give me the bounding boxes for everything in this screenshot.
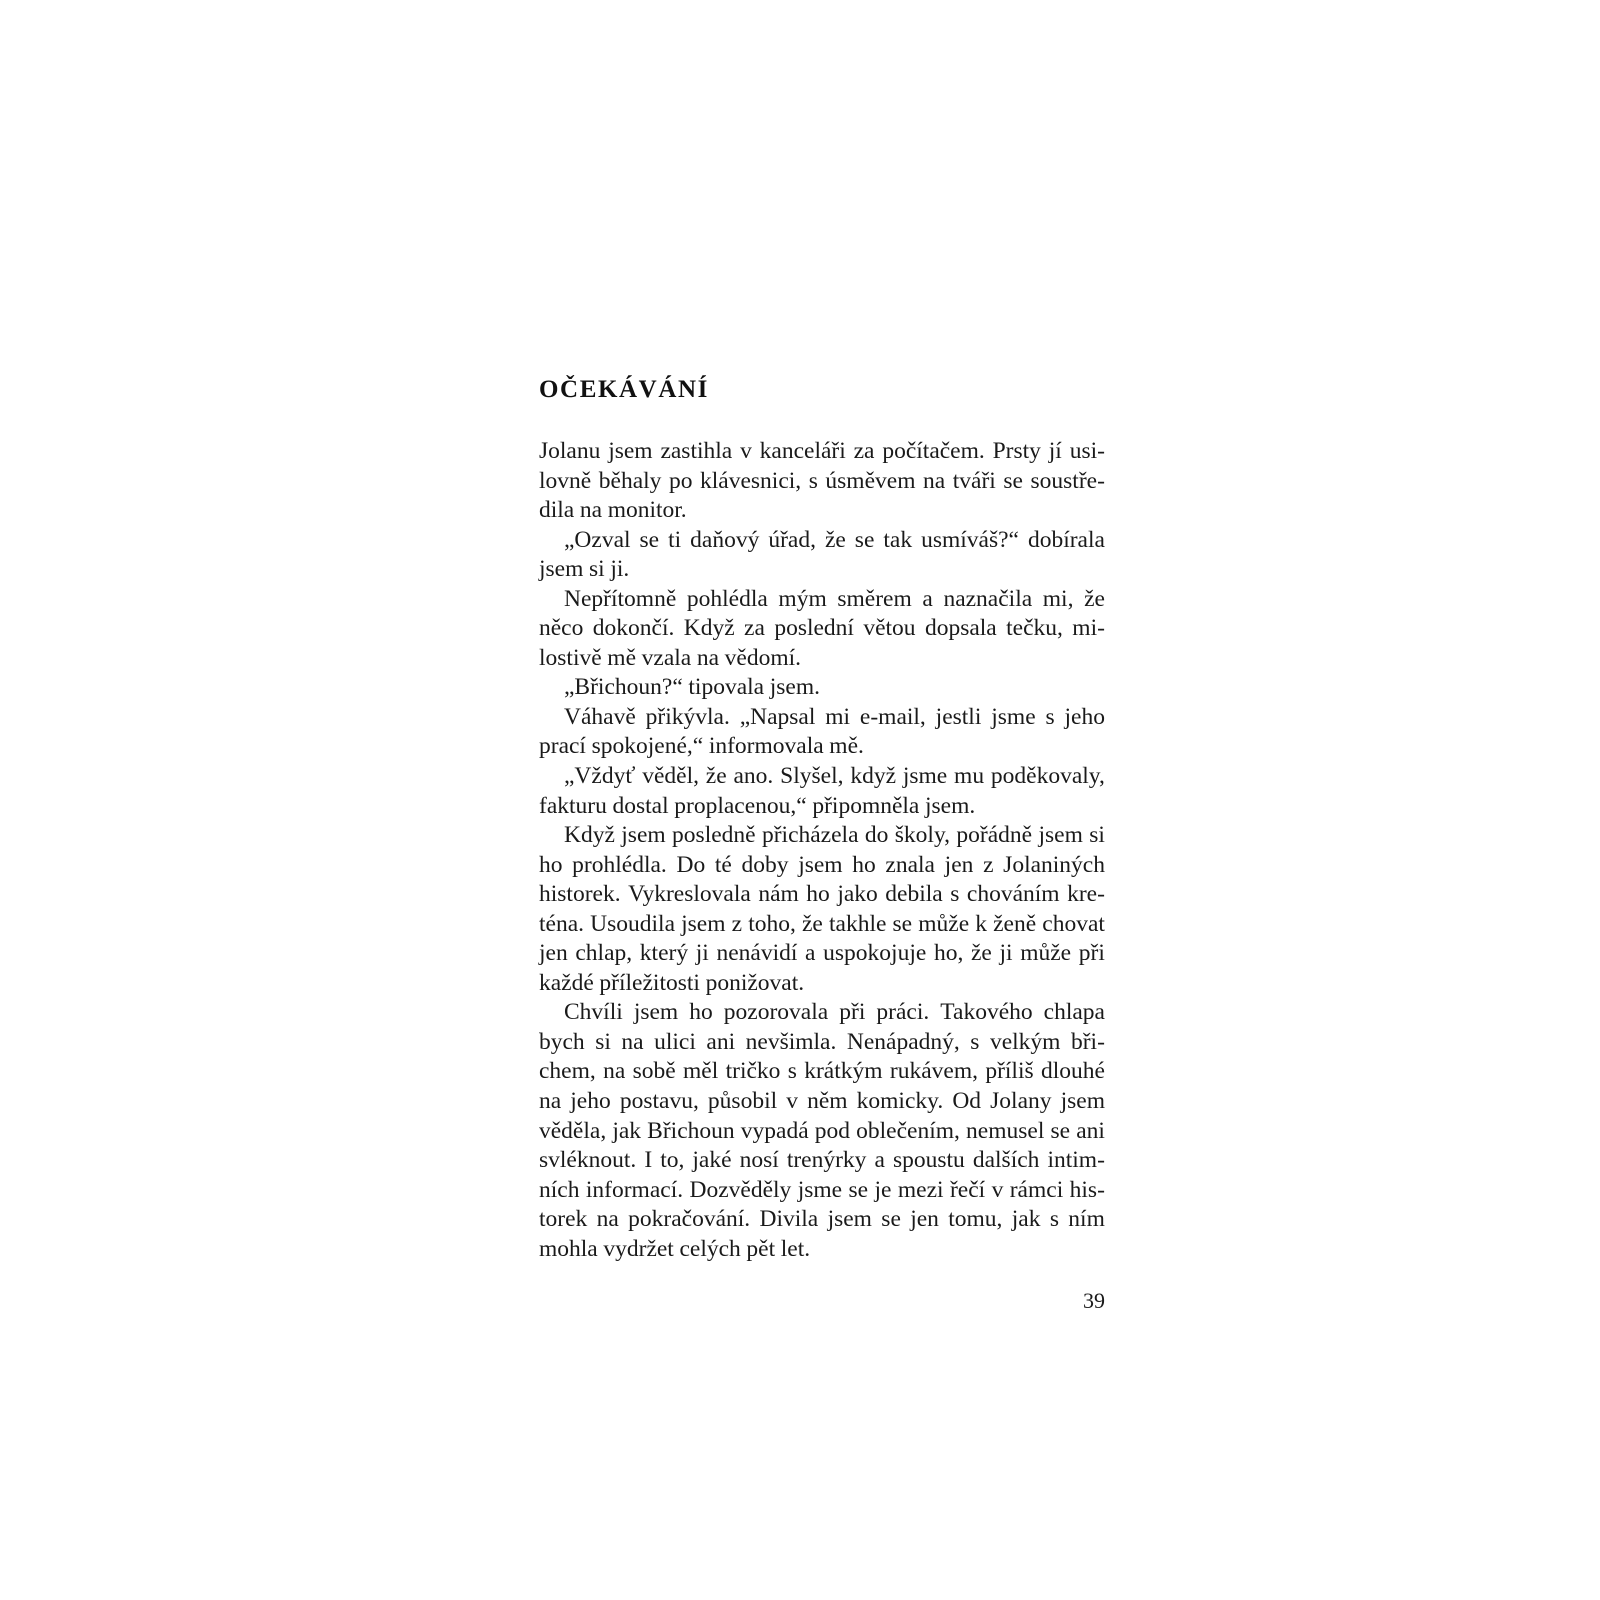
word: jen — [910, 1206, 939, 1233]
text-line — [539, 644, 1105, 674]
word: s — [1045, 703, 1055, 730]
word: bři- — [1070, 1028, 1105, 1055]
word: Takového — [940, 999, 1033, 1026]
word: mě. — [829, 733, 864, 760]
word: jen — [944, 851, 974, 878]
word: usmíváš?“ — [921, 526, 1019, 553]
word: při — [839, 999, 866, 1026]
word: tak — [883, 526, 913, 553]
word: jako — [837, 881, 878, 908]
word: poslední — [774, 615, 854, 642]
word: rámci — [1009, 1176, 1064, 1203]
word: měl — [683, 1058, 719, 1085]
word: informovala — [708, 733, 824, 760]
text-line — [539, 1205, 1105, 1235]
word: fakturu — [539, 792, 607, 819]
word: zastihla — [660, 438, 733, 464]
word: oblečením, — [856, 1117, 960, 1144]
word: se — [1050, 1117, 1071, 1144]
word: že — [705, 763, 727, 790]
word: ani — [706, 1028, 736, 1055]
word: řečí — [949, 1176, 986, 1203]
text-line — [539, 969, 1105, 999]
word: k — [975, 910, 987, 937]
word: uspokojuje — [823, 940, 927, 967]
word: mi- — [1072, 615, 1105, 642]
word: vydržet — [603, 1235, 674, 1262]
word: ji. — [610, 556, 630, 583]
word: pořádně — [956, 822, 1033, 849]
word: dlouhé — [1040, 1058, 1105, 1085]
word: mi — [825, 703, 851, 730]
word: jsem — [827, 1206, 872, 1233]
word: spokojené,“ — [591, 733, 704, 760]
word: jí — [1048, 438, 1062, 464]
word: do — [864, 822, 889, 849]
word: ji — [999, 940, 1013, 967]
word: jsem — [681, 910, 726, 937]
word: jak — [1011, 1206, 1041, 1233]
word: Do — [676, 851, 706, 878]
word: Chvíli — [564, 999, 623, 1026]
word: rukávem, — [889, 1058, 978, 1085]
word: z — [983, 851, 994, 878]
word: směrem — [837, 585, 912, 612]
word: Břichoun — [647, 1117, 735, 1144]
text-line — [539, 1087, 1105, 1117]
word: vědomí. — [724, 644, 802, 671]
word: lostivě — [539, 644, 602, 671]
word: komicky. — [856, 1088, 944, 1115]
text-line — [539, 555, 1105, 585]
word: doby — [741, 851, 789, 878]
word: Divila — [759, 1206, 819, 1233]
word: sobě — [632, 1058, 676, 1085]
text-line — [539, 614, 1105, 644]
word: s — [1049, 1206, 1059, 1233]
word: e-mail, — [859, 703, 926, 730]
word: téna. — [539, 910, 585, 937]
text-line — [539, 467, 1105, 497]
text-line — [539, 1176, 1105, 1206]
text-line — [539, 585, 1105, 615]
word: a — [922, 585, 933, 612]
word: prohlédla. — [572, 851, 667, 878]
page-number: 39 — [1083, 1288, 1105, 1313]
word: Jolanu — [539, 438, 601, 464]
word: když — [850, 763, 896, 790]
word: větou — [863, 615, 916, 642]
word: věděl, — [642, 763, 699, 790]
word: debila — [885, 881, 943, 908]
word: za — [744, 615, 765, 642]
word: jsme — [902, 763, 948, 790]
word: se — [892, 910, 913, 937]
word: s — [787, 1058, 797, 1085]
word: to, — [660, 1147, 685, 1174]
word: soustře- — [1030, 467, 1105, 494]
word: ti — [668, 526, 682, 553]
word: his- — [1069, 1176, 1105, 1203]
word: klávesnici, — [700, 467, 802, 494]
word: jeho — [570, 1088, 611, 1115]
text-line — [539, 1057, 1105, 1087]
word: jsem — [1038, 822, 1083, 849]
word: let. — [780, 1235, 811, 1262]
word: na — [539, 1088, 562, 1115]
word: tváři — [952, 467, 996, 494]
word: velkým — [989, 1028, 1061, 1055]
word: a — [805, 940, 816, 967]
word: Jolany — [990, 1088, 1052, 1115]
word: jak — [612, 1117, 642, 1144]
word: s — [808, 467, 818, 494]
word: ho — [852, 851, 876, 878]
text-line — [539, 939, 1105, 969]
word: si — [1089, 822, 1105, 849]
word: Když — [683, 615, 735, 642]
word: jsem — [1060, 1088, 1105, 1115]
word: „Napsal — [739, 703, 816, 730]
word: Prsty — [992, 438, 1041, 464]
word: ženě — [993, 910, 1037, 937]
word: vypadá — [740, 1117, 809, 1144]
text-line — [539, 910, 1105, 940]
word: nevšimla. — [745, 1028, 837, 1055]
word: ani — [1076, 1117, 1105, 1144]
text-line — [539, 1117, 1105, 1147]
text-line — [539, 851, 1105, 881]
word: ji — [695, 940, 709, 967]
word: ho, — [933, 940, 964, 967]
word: práci. — [876, 999, 930, 1026]
word: dostal — [612, 792, 669, 819]
word: krátkým — [804, 1058, 883, 1085]
word: kanceláři — [759, 438, 846, 464]
word: znala — [885, 851, 935, 878]
word: chem, — [539, 1058, 596, 1085]
word: něm — [807, 1088, 848, 1115]
word: trenýrky — [786, 1147, 867, 1174]
text-line — [539, 437, 1105, 467]
word: tipovala — [688, 674, 765, 701]
word: pohlédla — [686, 585, 768, 612]
word: mě — [607, 644, 637, 671]
word: naznačila — [943, 585, 1033, 612]
word: Usoudila — [590, 910, 675, 937]
word: že — [801, 910, 823, 937]
word: tričko — [725, 1058, 781, 1085]
word: postavu, — [619, 1088, 699, 1115]
word: je — [874, 1176, 892, 1203]
word: na — [596, 1206, 619, 1233]
word: nemusel — [966, 1117, 1045, 1144]
word: běhaly — [598, 467, 662, 494]
word: pět — [746, 1235, 776, 1262]
text-line — [539, 998, 1105, 1028]
word: se — [854, 526, 875, 553]
word: Slyšel, — [780, 763, 844, 790]
word: že — [1084, 585, 1105, 612]
word: chovat — [1042, 910, 1105, 937]
word: v — [740, 438, 752, 464]
word: chlapa — [1043, 999, 1105, 1026]
word: historek. — [539, 881, 621, 908]
word: mi, — [1042, 585, 1074, 612]
word: s — [950, 881, 960, 908]
word: takhle — [828, 910, 887, 937]
word: jsme — [991, 703, 1036, 730]
word: jsem — [798, 851, 843, 878]
word: jaké — [692, 1147, 732, 1174]
word: celých — [679, 1235, 741, 1262]
word: si — [595, 1028, 611, 1055]
word: že — [824, 526, 846, 553]
text-line — [539, 821, 1105, 851]
word: Vykreslovala — [628, 881, 751, 908]
word: s — [970, 1028, 980, 1055]
word: ho — [539, 851, 563, 878]
chapter-title: OČEKÁVÁNÍ — [539, 376, 709, 403]
word: jsem — [539, 556, 584, 583]
word: chlap, — [575, 940, 633, 967]
word: ním — [1068, 1206, 1105, 1233]
word: té — [714, 851, 732, 878]
word: jsme — [797, 1176, 843, 1203]
word: dila — [539, 497, 575, 524]
word: jsem — [633, 999, 679, 1026]
word: svléknout. — [539, 1147, 637, 1174]
word: na — [621, 1028, 644, 1055]
word: na — [603, 1058, 626, 1085]
text-line — [539, 880, 1105, 910]
word: ponižovat. — [705, 969, 805, 996]
word: Nenápadný, — [846, 1028, 960, 1055]
word: toho, — [748, 910, 796, 937]
word: nenávidí — [716, 940, 798, 967]
word: lovně — [539, 467, 592, 494]
word: nám — [758, 881, 799, 908]
word: každé — [539, 969, 594, 996]
word: může — [1020, 940, 1072, 967]
word: torek — [539, 1206, 588, 1233]
text-line — [539, 1028, 1105, 1058]
text-line — [539, 673, 1105, 703]
text-line — [539, 1235, 1105, 1265]
word: pokračování. — [628, 1206, 751, 1233]
word: příležitosti — [599, 969, 700, 996]
word: dobírala — [1027, 526, 1105, 553]
word: který — [639, 940, 689, 967]
word: „Ozval — [564, 526, 631, 553]
word: pod — [814, 1117, 851, 1144]
word: tomu, — [948, 1206, 1003, 1233]
word: spoustu — [892, 1147, 965, 1174]
word: jsem — [608, 438, 653, 464]
word: pozorovala — [723, 999, 829, 1026]
word: v — [991, 1176, 1004, 1203]
word: se — [881, 1206, 901, 1233]
word: jsem. — [925, 792, 976, 819]
word: že — [970, 940, 992, 967]
word: se — [639, 526, 660, 553]
word: Dozvěděly — [689, 1176, 792, 1203]
word: ulici — [654, 1028, 696, 1055]
word: může — [918, 910, 970, 937]
text-line — [539, 1146, 1105, 1176]
word: jestli — [935, 703, 982, 730]
word: chováním — [966, 881, 1060, 908]
word: úřad, — [768, 526, 816, 553]
word: nosí — [739, 1147, 779, 1174]
word: ních — [539, 1176, 580, 1203]
word: mým — [778, 585, 827, 612]
word: prací — [539, 733, 586, 760]
word: posledně — [672, 822, 756, 849]
word: věděla, — [539, 1117, 607, 1144]
word: úsměvem — [825, 467, 916, 494]
chapter-body-text — [539, 437, 1105, 1264]
word: si — [589, 556, 605, 583]
word: počítačem. — [882, 438, 985, 464]
word: přikývla. — [645, 703, 730, 730]
word: proplacenou,“ — [674, 792, 807, 819]
word: I — [644, 1147, 653, 1174]
word: jsem — [621, 822, 666, 849]
word: dopsala — [924, 615, 997, 642]
word: Od — [952, 1088, 982, 1115]
word: na — [696, 644, 720, 671]
word: něco — [539, 615, 584, 642]
text-line — [539, 762, 1105, 792]
word: mohla — [539, 1235, 598, 1262]
word: dalších — [972, 1147, 1040, 1174]
word: jen — [539, 940, 568, 967]
word: intim- — [1047, 1147, 1105, 1174]
word: se — [848, 1176, 869, 1203]
word: Jolaniných — [1003, 851, 1105, 878]
word: se — [1003, 467, 1023, 494]
text-line — [539, 526, 1105, 556]
text-line — [539, 496, 1105, 526]
word: jsem. — [769, 674, 820, 701]
word: usi- — [1069, 438, 1105, 464]
word: ano. — [733, 763, 774, 790]
word: příliš — [985, 1058, 1034, 1085]
word: po — [668, 467, 693, 494]
word: monitor. — [607, 497, 687, 524]
word: školy, — [894, 822, 951, 849]
word: vzala — [641, 644, 692, 671]
word: „Břichoun?“ — [564, 674, 683, 701]
text-line — [539, 703, 1105, 733]
word: mu — [954, 763, 985, 790]
word: při — [1078, 940, 1105, 967]
word: „Vždyť — [564, 763, 636, 790]
word: ho — [806, 881, 830, 908]
word: bych — [539, 1028, 585, 1055]
word: dokončí. — [592, 615, 675, 642]
word: kre- — [1067, 881, 1105, 908]
word: Nepřítomně — [564, 585, 677, 612]
word: Váhavě — [564, 703, 636, 730]
word: na — [579, 497, 603, 524]
word: tečku, — [1006, 615, 1063, 642]
word: z — [731, 910, 743, 937]
word: daňový — [690, 526, 760, 553]
word: poděkovaly, — [990, 763, 1105, 790]
word: informací. — [585, 1176, 684, 1203]
word: Když — [564, 822, 615, 849]
word: za — [853, 438, 875, 464]
text-line — [539, 792, 1105, 822]
word: působil — [707, 1088, 778, 1115]
word: přicházela — [761, 822, 859, 849]
word: mezi — [897, 1176, 944, 1203]
word: ho — [689, 999, 713, 1026]
word: na — [923, 467, 946, 494]
word: jeho — [1064, 703, 1105, 730]
word: v — [786, 1088, 798, 1115]
text-line — [539, 732, 1105, 762]
word: a — [874, 1147, 885, 1174]
word: připomněla — [812, 792, 920, 819]
